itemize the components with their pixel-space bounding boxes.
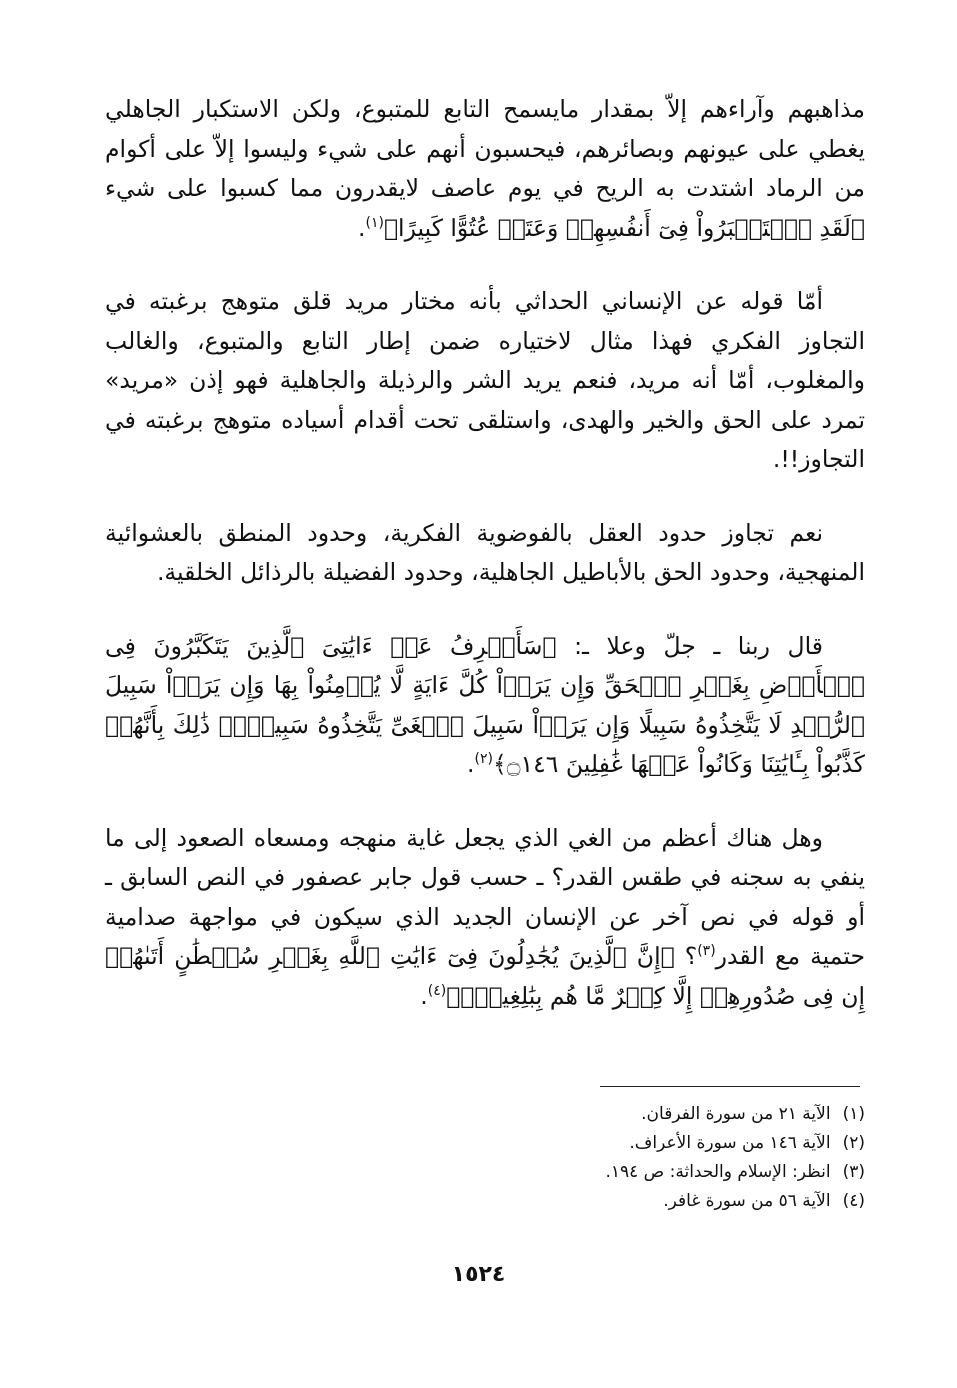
footnote-text: انظر: الإسلام والحداثة: ص ١٩٤. xyxy=(605,1162,831,1182)
footnote-text: الآية ١٤٦ من سورة الأعراف. xyxy=(629,1133,831,1153)
footnote-1 xyxy=(300,1100,865,1129)
paragraph-1-text: مذاهبهم وآراءهم إلاّ بمقدار مايسمح التابع للمتبوع، ولكن الاستكبار الجاهلي يغطي على عيونهم وبصائرهم، فيحسبون أنهم على شيء وليسوا إلاّ على أكوام من الرماد اشتدت به الريح في يوم عاصف لايقدرون مما كسبوا على شيء xyxy=(105,95,865,202)
paragraph-4-end: . xyxy=(467,750,475,778)
footnote-number: (٣) xyxy=(842,1162,865,1182)
footnote-ref-1: (١) xyxy=(365,214,384,231)
footnote-ref-3: (٣) xyxy=(697,943,716,960)
paragraph-4 xyxy=(105,627,865,785)
footnote-ref-4: (٤) xyxy=(427,982,447,999)
quran-verse-1: ﴿لَقَدِ ٱسۡتَكۡبَرُواْ فِىٓ أَنفُسِهِمۡ وَعَتَوۡ عُتُوًّا كَبِيرًا﴾ xyxy=(383,213,865,242)
footnote-ref-2: (٢) xyxy=(474,751,493,768)
paragraph-5-mid: ؟ xyxy=(674,942,698,970)
footnote-4 xyxy=(300,1187,865,1216)
paragraph-3-text: نعم تجاوز حدود العقل بالفوضوية الفكرية، وحدود المنطق بالعشوائية المنهجية، وحدود الحق بالأباطيل الجاهلية، وحدود الفضيلة بالرذائل الخلقية. xyxy=(105,518,865,586)
footnote-text: الآية ٥٦ من سورة غافر. xyxy=(663,1191,831,1211)
footnote-number: (٢) xyxy=(842,1133,865,1153)
paragraph-5-end: . xyxy=(420,981,428,1010)
page-number: ١٥٢٤ xyxy=(451,1262,506,1287)
main-text xyxy=(105,90,865,1016)
footnote-number: (٤) xyxy=(842,1191,865,1211)
paragraph-5 xyxy=(105,819,865,1017)
paragraph-1-end: . xyxy=(358,213,366,242)
footnote-text: الآية ٢١ من سورة الفرقان. xyxy=(641,1104,831,1124)
paragraph-2-text: أمّا قوله عن الإنساني الحداثي بأنه مختار مريد قلق متوهج برغبته في التجاوز الفكري فهذا مثال لاختياره ضمن إطار التابع والمتبوع، والغالب والمغلوب، أمّا أنه مريد، فنعم يريد الشر والرذيلة والجاهلية فهو إذن «مريد» تمرد على الحق والخير والهدى، واستلقى تحت أقدام أسياده متوهج برغبته في التجاوز!!. xyxy=(105,287,865,473)
paragraph-2 xyxy=(105,282,865,480)
footnote-number: (١) xyxy=(842,1104,865,1124)
quran-verse-2: ﴿سَأَصۡرِفُ عَنۡ ءَايَٰتِىَ ٱلَّذِينَ يَتَكَبَّرُونَ فِى ٱلۡأَرۡضِ بِغَيۡرِ ٱلۡحَقِّ وَإِن يَرَوۡاْ كُلَّ ءَايَةٍ لَّا يُؤۡمِنُواْ بِهَا وَإِن يَرَوۡاْ سَبِيلَ ٱلرُّشۡدِ لَا يَتَّخِذُوهُ سَبِيلًا وَإِن يَرَوۡاْ سَبِيلَ ٱلۡغَىِّ يَتَّخِذُوهُ سَبِيلًاۚ ذَٰلِكَ بِأَنَّهُمۡ كَذَّبُواْ بِـَٔايَٰتِنَا وَكَانُواْ عَنۡهَا غَٰفِلِينَ ۝١٤٦﴾ xyxy=(105,631,865,778)
paragraph-3 xyxy=(105,514,865,593)
paragraph-4-text: قال ربنا ـ جلّ وعلا ـ: xyxy=(556,631,823,660)
quran-verse-3: ﴿إِنَّ ٱلَّذِينَ يُجَٰدِلُونَ فِىٓ ءَايَٰتِ ٱللَّهِ بِغَيۡرِ سُلۡطَٰنٍ أَتَىٰهُمۡ إِن فِى صُدُورِهِمۡ إِلَّا كِبۡرٌ مَّا هُم بِبَٰلِغِيهِۚ﴾ xyxy=(105,942,865,1010)
paragraph-5-text: وهل هناك أعظم من الغي الذي يجعل غاية منهجه ومسعاه الصعود إلى ما ينفي به سجنه في طقس القدر؟ ـ حسب قول جابر عصفور في النص السابق ـ أو قوله في نص آخر عن الإنسان الجديد الذي سيكون في مواجهة صدامية حتمية مع القدر xyxy=(105,823,865,970)
footnotes xyxy=(300,1100,865,1216)
footnote-2 xyxy=(300,1129,865,1158)
paragraph-1 xyxy=(105,90,865,248)
footnote-separator xyxy=(600,1086,860,1087)
footnote-3 xyxy=(300,1158,865,1187)
